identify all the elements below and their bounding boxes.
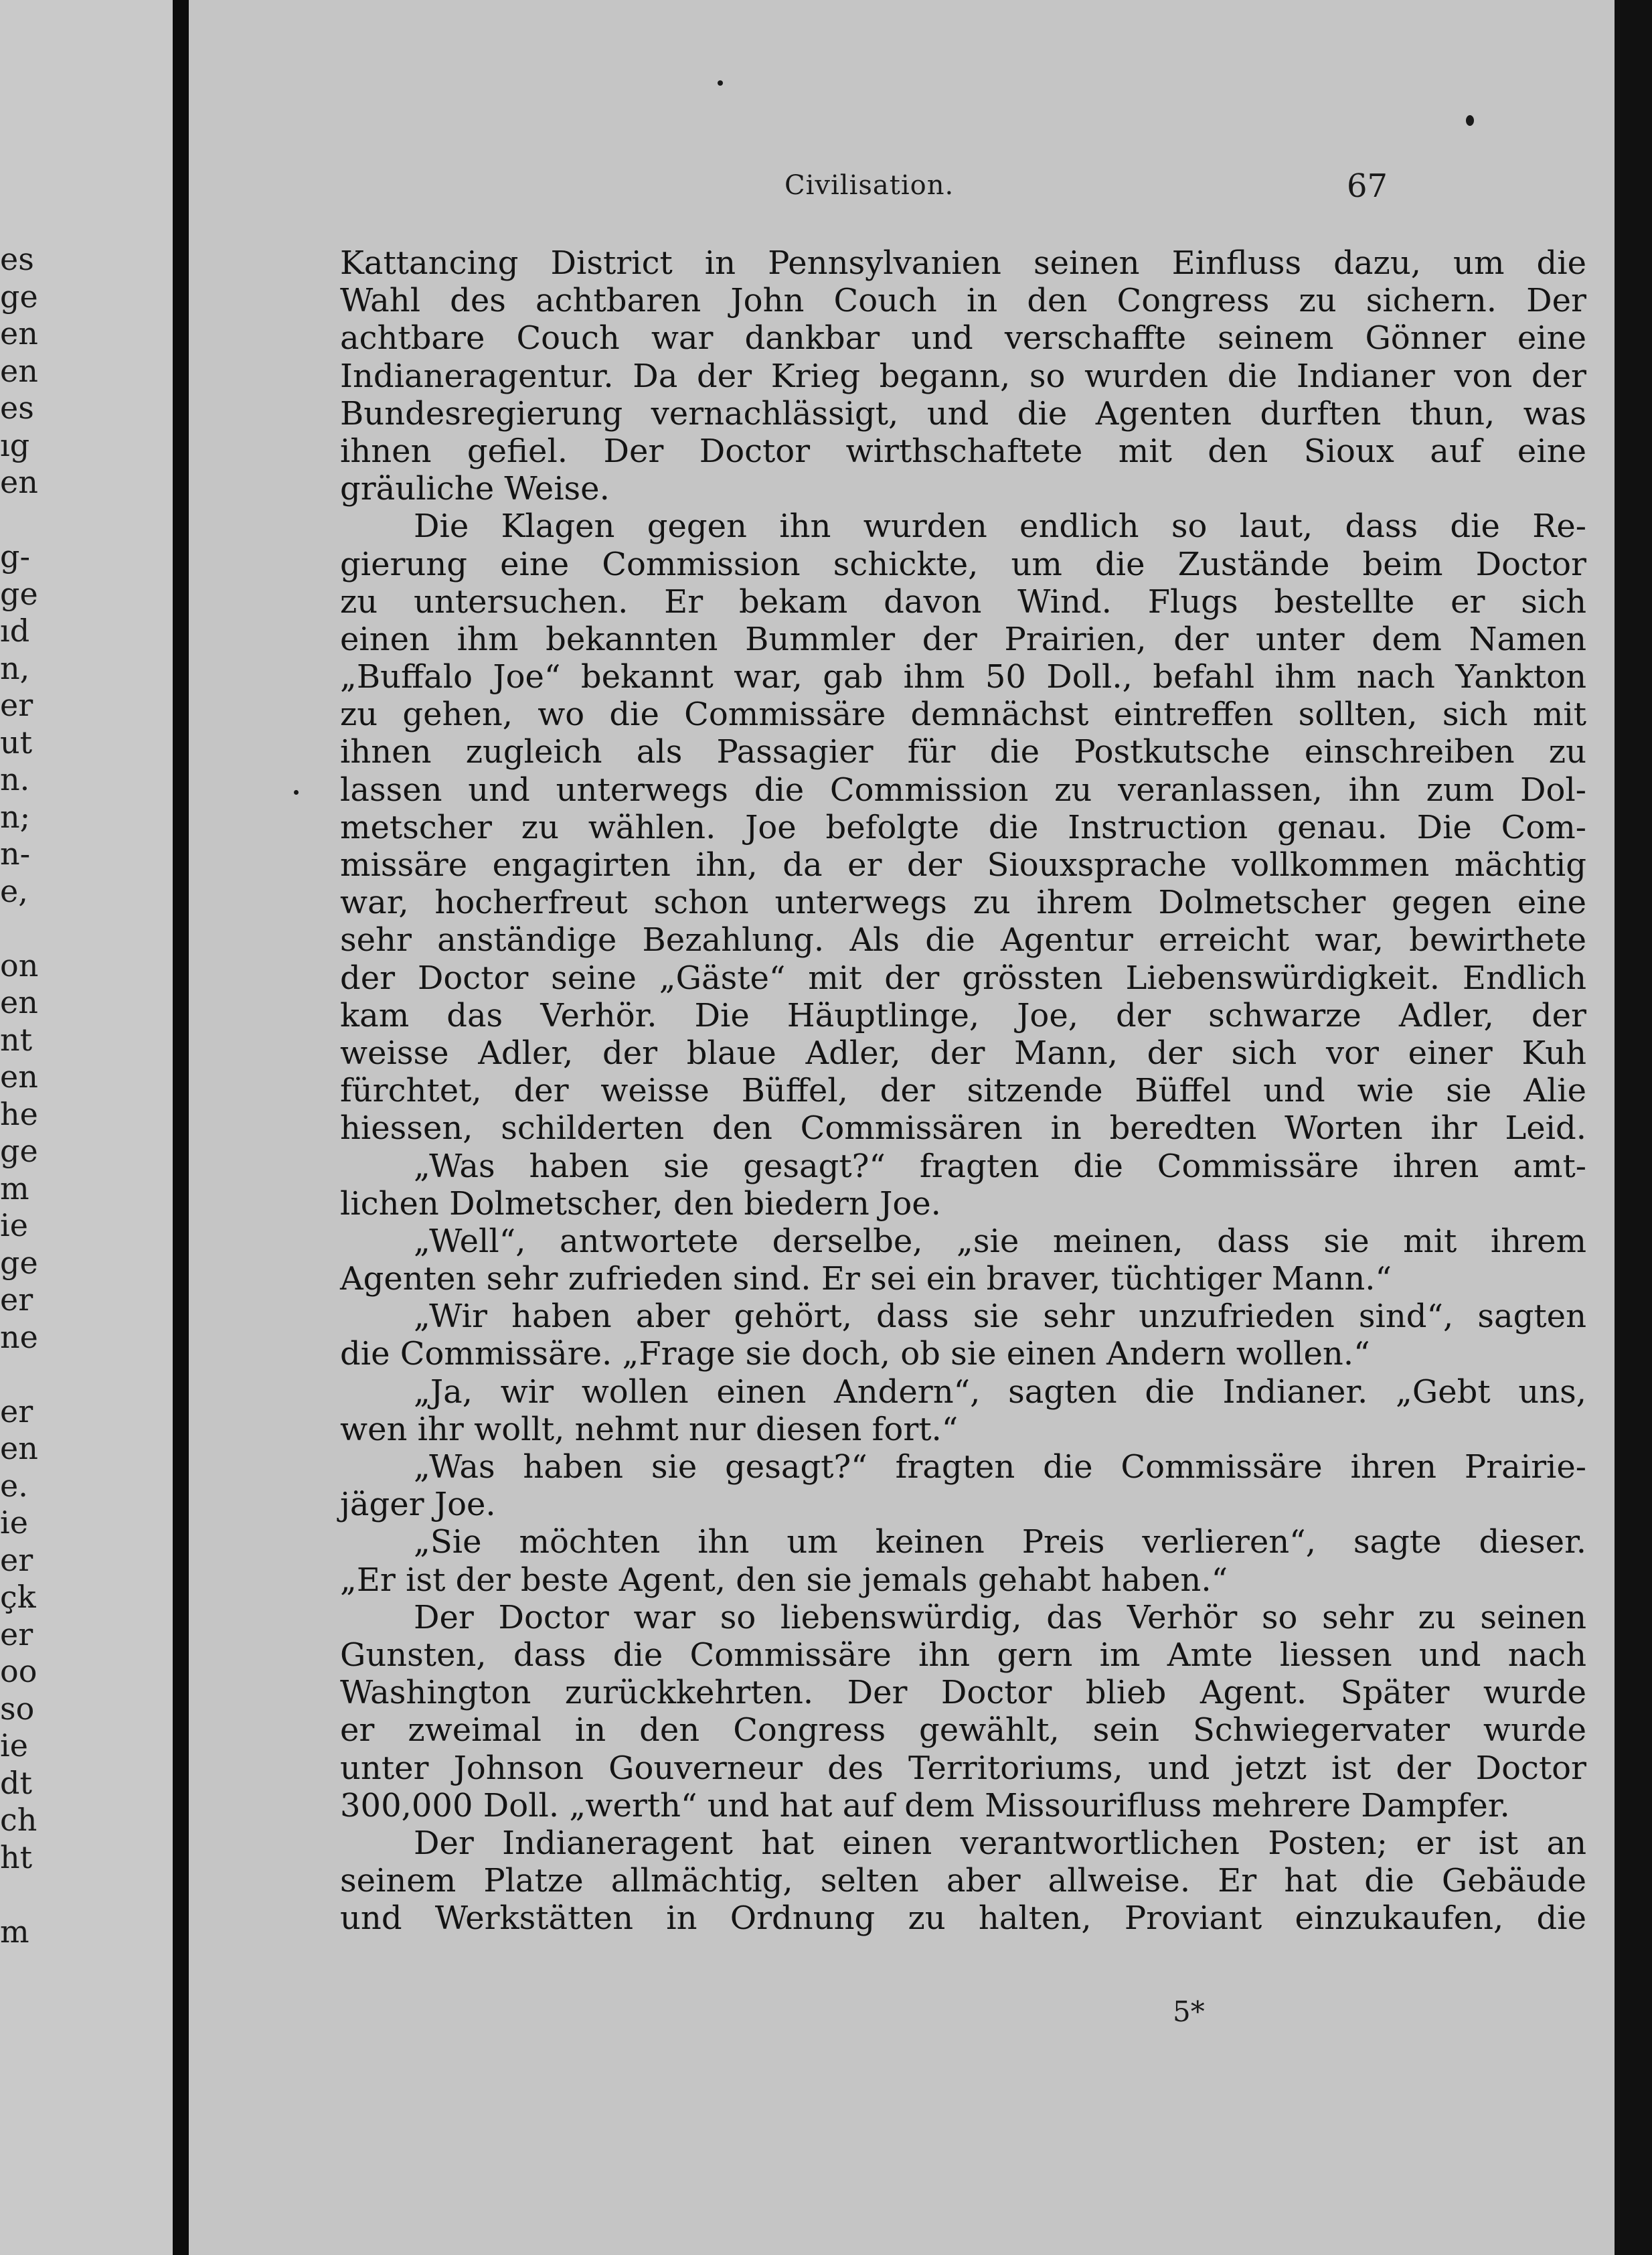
running-head — [189, 167, 1615, 208]
text-line: gräuliche Weise. — [340, 470, 610, 508]
text-line: Bundesregierung vernachlässigt, und die Agenten durften thun, was — [340, 394, 1586, 433]
text-line: Gunsten, dass die Commissäre ihn gern im Amte liessen und nach — [340, 1636, 1586, 1674]
left-page-fragment: so — [0, 1690, 35, 1727]
left-page-fragment: n- — [0, 836, 31, 872]
text-line: Die Klagen gegen ihn wurden endlich so laut, dass die Re- — [414, 508, 1586, 546]
right-page-edge — [1615, 0, 1652, 2255]
left-page-fragment: er — [0, 687, 33, 723]
text-line: missäre engagirten ihn, da er der Siouxsprache vollkommen mächtig — [340, 846, 1586, 884]
text-line: Kattancing District in Pennsylvanien seinen Einfluss dazu, um die — [340, 244, 1586, 282]
left-page-fragment: ie — [0, 1504, 28, 1541]
running-head-title: Civilisation. — [784, 170, 955, 201]
left-page-fragment: n, — [0, 649, 30, 686]
text-line: er zweimal in den Congress gewählt, sein Schwiegervater wurde — [340, 1711, 1586, 1749]
left-page-fragment: he — [0, 1095, 38, 1132]
text-line: war, hocherfreut schon unterwegs zu ihrem Dolmetscher gegen eine — [340, 884, 1586, 922]
left-page-fragment: er — [0, 1393, 33, 1429]
left-page-fragment: ge — [0, 575, 38, 612]
left-page-fragment: ıg — [0, 426, 30, 463]
left-page-fragment: es — [0, 390, 34, 426]
left-page-fragment: m — [0, 1913, 29, 1950]
left-page-fragment: n; — [0, 798, 31, 835]
book-gutter — [173, 0, 189, 2255]
page — [189, 0, 1615, 2255]
left-page-fragment: en — [0, 315, 38, 352]
left-page-fragment: ge — [0, 1244, 38, 1281]
text-line: der Doctor seine „Gäste“ mit der grössten Liebenswürdigkeit. Endlich — [340, 959, 1586, 997]
text-line: Der Doctor war so liebenswürdig, das Verhör so sehr zu seinen — [414, 1598, 1586, 1636]
left-page-fragment: en — [0, 1059, 38, 1095]
print-speck — [718, 80, 723, 86]
text-line: und Werkstätten in Ordnung zu halten, Proviant einzukaufen, die — [340, 1899, 1586, 1938]
text-line: ihnen gefiel. Der Doctor wirthschaftete mit den Sioux auf eine — [340, 432, 1586, 470]
text-line: „Er ist der beste Agent, den sie jemals gehabt haben.“ — [340, 1561, 1228, 1599]
left-page-fragment: en — [0, 464, 38, 500]
left-page-fragment: ch — [0, 1802, 37, 1838]
left-page-edge — [0, 0, 173, 2255]
left-page-fragment: ge — [0, 1133, 38, 1169]
text-line: die Commissäre. „Frage sie doch, ob sie einen Andern wollen.“ — [340, 1335, 1370, 1373]
text-line: Washington zurückkehrten. Der Doctor blieb Agent. Später wurde — [340, 1674, 1586, 1712]
left-page-fragment — [0, 910, 67, 947]
left-page-fragment: on — [0, 947, 39, 984]
text-line: einen ihm bekannten Bummler der Prairien, der unter dem Namen — [340, 620, 1586, 658]
left-page-fragment: e, — [0, 872, 28, 909]
text-line: Indianeragentur. Da der Krieg begann, so wurden die Indianer von der — [340, 357, 1586, 395]
text-line: hiessen, schilderten den Commissären in beredten Worten ihr Leid. — [340, 1109, 1586, 1148]
left-page-fragment: ht — [0, 1839, 33, 1875]
left-page-fragment: çk — [0, 1579, 36, 1615]
left-page-fragment: nt — [0, 1021, 33, 1058]
left-page-fragment: er — [0, 1541, 33, 1578]
left-page-fragment: m — [0, 1170, 29, 1207]
left-page-fragment: ie — [0, 1207, 28, 1243]
text-line: gierung eine Commission schickte, um die Zustände beim Doctor — [340, 545, 1586, 583]
left-page-fragment: n. — [0, 761, 30, 797]
text-line: „Buffalo Joe“ bekannt war, gab ihm 50 Doll., befahl ihm nach Yankton — [340, 658, 1586, 696]
left-page-fragment: er — [0, 1616, 33, 1652]
left-page-fragment: es — [0, 241, 34, 277]
left-page-fragment: oo — [0, 1653, 37, 1689]
left-page-fragment: ne — [0, 1318, 38, 1355]
left-page-fragment — [0, 1876, 67, 1914]
text-line: Wahl des achtbaren John Couch in den Congress zu sichern. Der — [340, 282, 1586, 320]
text-line: 300,000 Doll. „werth“ und hat auf dem Missourifluss mehrere Dampfer. — [340, 1786, 1510, 1824]
left-page-fragment — [0, 501, 67, 539]
print-speck — [294, 790, 299, 795]
text-line: zu untersuchen. Er bekam davon Wind. Flugs bestellte er sich — [340, 582, 1586, 621]
text-line: Der Indianeragent hat einen verantwortlichen Posten; er ist an — [414, 1824, 1586, 1862]
left-page-fragment: dt — [0, 1764, 32, 1801]
text-line: „Well“, antwortete derselbe, „sie meinen, dass sie mit ihrem — [414, 1222, 1586, 1260]
text-line: seinem Platze allmächtig, selten aber allweise. Er hat die Gebäude — [340, 1862, 1586, 1900]
text-line: achtbare Couch war dankbar und verschaffte seinem Gönner eine — [340, 319, 1586, 358]
text-line: ihnen zugleich als Passagier für die Postkutsche einschreiben zu — [340, 733, 1586, 771]
text-line: „Sie möchten ihn um keinen Preis verlieren“, sagte dieser. — [414, 1523, 1586, 1561]
left-page-fragment: en — [0, 1430, 38, 1466]
left-page-fragment: en — [0, 984, 38, 1020]
text-line: kam das Verhör. Die Häuptlinge, Joe, der schwarze Adler, der — [340, 996, 1586, 1034]
left-page-fragment: e. — [0, 1467, 28, 1504]
text-line: sehr anständige Bezahlung. Als die Agentur erreicht war, bewirthete — [340, 921, 1586, 959]
left-page-line-fragments — [0, 241, 67, 1950]
text-line: unter Johnson Gouverneur des Territoriums, und jetzt ist der Doctor — [340, 1749, 1586, 1787]
text-line: jäger Joe. — [340, 1486, 496, 1524]
text-line: weisse Adler, der blaue Adler, der Mann, der sich vor einer Kuh — [340, 1034, 1586, 1072]
left-page-fragment: er — [0, 1281, 33, 1318]
left-page-fragment: ie — [0, 1727, 28, 1764]
left-page-fragment: g- — [0, 538, 30, 574]
left-page-fragment: ıd — [0, 613, 30, 649]
text-line: zu gehen, wo die Commissäre demnächst eintreffen sollten, sich mit — [340, 696, 1586, 734]
text-line: fürchtet, der weisse Büffel, der sitzende Büffel und wie sie Alie — [340, 1072, 1586, 1110]
left-page-fragment: ge — [0, 278, 38, 315]
print-speck — [1466, 115, 1474, 126]
text-line: Agenten sehr zufrieden sind. Er sei ein braver, tüchtiger Mann.“ — [340, 1260, 1392, 1298]
left-page-fragment: ut — [0, 724, 33, 761]
text-line: „Was haben sie gesagt?“ fragten die Commissäre ihren amt- — [414, 1147, 1586, 1185]
left-page-fragment — [0, 1356, 67, 1393]
body-text — [340, 244, 1586, 1937]
text-line: „Wir haben aber gehört, dass sie sehr unzufrieden sind“, sagten — [414, 1298, 1586, 1336]
text-line: wen ihr wollt, nehmt nur diesen fort.“ — [340, 1410, 959, 1448]
text-line: lassen und unterwegs die Commission zu veranlassen, ihn zum Dol- — [340, 771, 1586, 809]
text-line: „Was haben sie gesagt?“ fragten die Commissäre ihren Prairie- — [414, 1448, 1586, 1486]
text-line: metscher zu wählen. Joe befolgte die Instruction genau. Die Com- — [340, 808, 1586, 846]
text-line: lichen Dolmetscher, den biedern Joe. — [340, 1184, 941, 1223]
signature-mark: 5* — [1173, 1995, 1205, 2028]
text-line: „Ja, wir wollen einen Andern“, sagten die Indianer. „Gebt uns, — [414, 1373, 1586, 1411]
page-number: 67 — [1347, 167, 1388, 205]
left-page-fragment: en — [0, 352, 38, 389]
